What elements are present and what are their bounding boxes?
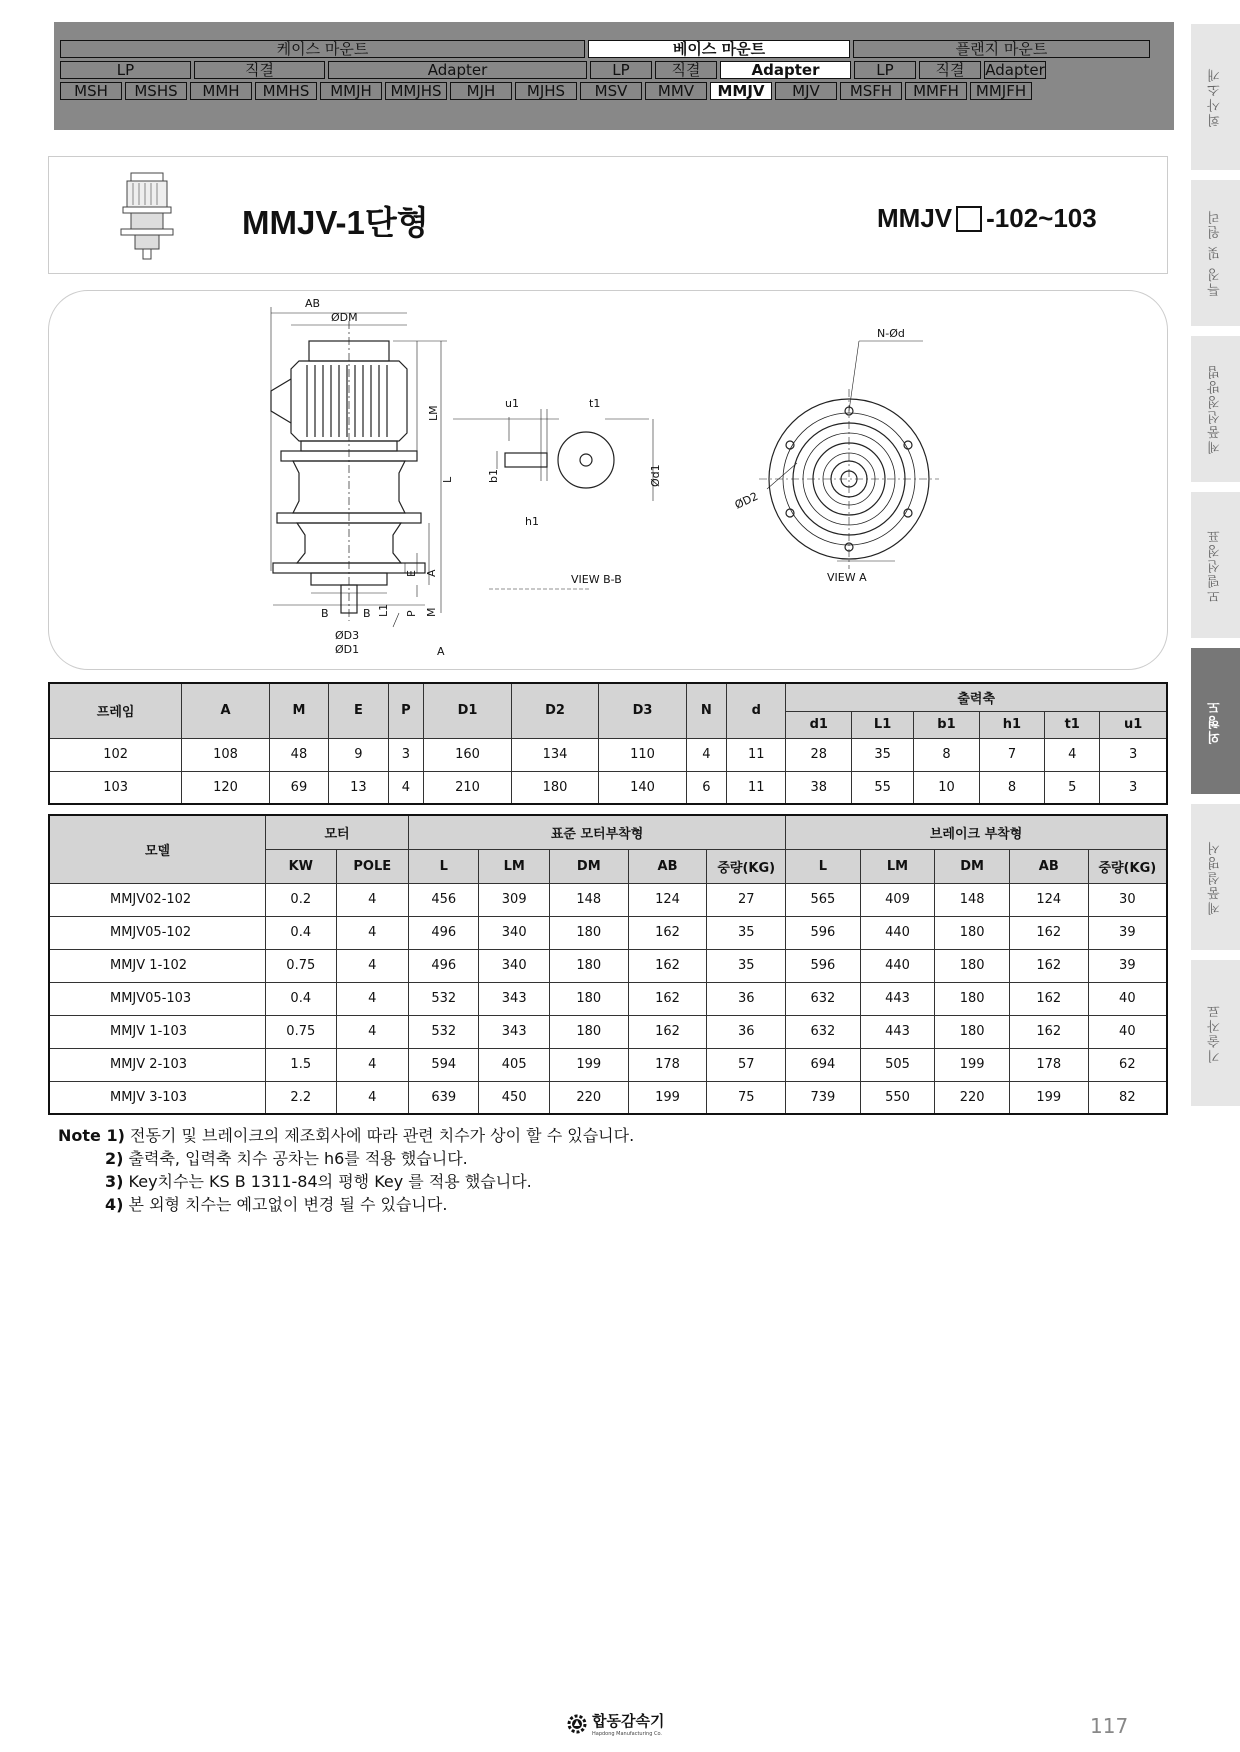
- table-cell: 440: [860, 916, 935, 949]
- table-cell: 35: [707, 916, 786, 949]
- side-tab-4[interactable]: [1191, 646, 1240, 794]
- output-shaft-header-0: d1: [786, 711, 852, 738]
- dim-label-p: P: [405, 610, 418, 617]
- table-row: [49, 1015, 1167, 1048]
- nav-row-models: [60, 82, 1168, 100]
- table-cell: 162: [1009, 982, 1088, 1015]
- side-tab-3[interactable]: [1191, 490, 1240, 638]
- table-cell: 4: [336, 1048, 409, 1081]
- table-cell: 565: [786, 883, 861, 916]
- table-cell: 110: [599, 738, 686, 771]
- table-cell: 11: [727, 738, 786, 771]
- table-cell: 199: [935, 1048, 1010, 1081]
- table-cell: 4: [336, 916, 409, 949]
- table-cell: 220: [935, 1081, 1010, 1114]
- table-cell: 4: [686, 738, 726, 771]
- dim-label-dm: ØDM: [331, 311, 358, 324]
- table-cell: 180: [935, 949, 1010, 982]
- table-cell: 550: [860, 1081, 935, 1114]
- side-tab-label: 기술자료: [1208, 1003, 1223, 1063]
- output-shaft-header-3: h1: [979, 711, 1044, 738]
- note-number: 2): [105, 1149, 124, 1168]
- brake-sub-header-2: DM: [935, 849, 1010, 883]
- gear-logo-icon: [566, 1713, 588, 1735]
- model-cell: MMJV02-102: [49, 883, 266, 916]
- table-cell: 39: [1088, 916, 1167, 949]
- shaft-section-view: [453, 409, 653, 589]
- table-cell: 596: [786, 949, 861, 982]
- table-cell: 632: [786, 982, 861, 1015]
- model-cell: MMJV 1-103: [49, 1015, 266, 1048]
- frame-header-5: D1: [424, 683, 511, 738]
- table-cell: 4: [336, 883, 409, 916]
- table-cell: 35: [707, 949, 786, 982]
- table-cell: 162: [1009, 916, 1088, 949]
- std-sub-header-3: AB: [628, 849, 707, 883]
- table-cell: 36: [707, 982, 786, 1015]
- note-number: Note 1): [58, 1126, 125, 1145]
- view-arrow-label-a: A: [437, 645, 445, 658]
- table-cell: 8: [979, 771, 1044, 804]
- table-cell: 409: [860, 883, 935, 916]
- table-cell: 309: [479, 883, 549, 916]
- table-cell: 596: [786, 916, 861, 949]
- model-code: [877, 203, 1097, 234]
- dim-label-nd: N-Ød: [877, 327, 905, 340]
- table-cell: 4: [1045, 738, 1100, 771]
- model-code-placeholder-box: [956, 206, 982, 232]
- std-sub-header-1: LM: [479, 849, 549, 883]
- table-cell: 160: [424, 738, 511, 771]
- model-code-prefix: MMJV: [877, 203, 953, 233]
- table-cell: 505: [860, 1048, 935, 1081]
- side-tab-label: 모델선정표: [1208, 527, 1223, 603]
- motor-group-header: 모터: [266, 815, 409, 849]
- table-cell: 220: [549, 1081, 628, 1114]
- frame-header-9: d: [727, 683, 786, 738]
- side-view: [271, 307, 447, 627]
- side-tab-2[interactable]: [1191, 334, 1240, 482]
- nav-item-row3-5[interactable]: MMJHS: [385, 82, 447, 100]
- table-cell: 108: [182, 738, 269, 771]
- nav-item-row2-3[interactable]: LP: [590, 61, 652, 79]
- nav-row-mount-type: [60, 40, 1168, 58]
- side-tab-label: 외형도: [1208, 698, 1223, 744]
- table-cell: 0.75: [266, 1015, 336, 1048]
- output-shaft-header-4: t1: [1045, 711, 1100, 738]
- nav-item-row3-6[interactable]: MJH: [450, 82, 512, 100]
- table-cell: 7: [979, 738, 1044, 771]
- nav-item-row3-9[interactable]: MMV: [645, 82, 707, 100]
- table-cell: 210: [424, 771, 511, 804]
- table-cell: 8: [914, 738, 980, 771]
- dim-label-d2: ØD2: [732, 489, 761, 512]
- model-cell: MMJV 3-103: [49, 1081, 266, 1114]
- nav-item-row3-7[interactable]: MJHS: [515, 82, 577, 100]
- note-text: 본 외형 치수는 예고없이 변경 될 수 있습니다.: [123, 1195, 448, 1214]
- dim-label-d1: ØD1: [335, 643, 360, 656]
- table-cell: 162: [628, 916, 707, 949]
- nav-item-row3-8[interactable]: MSV: [580, 82, 642, 100]
- side-tab-0[interactable]: [1191, 22, 1240, 170]
- table-cell: 199: [1009, 1081, 1088, 1114]
- table-cell: 13: [329, 771, 388, 804]
- table-cell: 178: [628, 1048, 707, 1081]
- table-cell: 35: [852, 738, 914, 771]
- dim-label-a: A: [425, 569, 438, 577]
- brake-group-header: 브레이크 부착형: [786, 815, 1167, 849]
- table-cell: 162: [1009, 949, 1088, 982]
- dim-label-m: M: [425, 607, 438, 617]
- nav-item-row1-2[interactable]: 플랜지 마운트: [853, 40, 1150, 58]
- note-text: 출력축, 입력축 치수 공차는 h6를 적용 했습니다.: [123, 1149, 468, 1168]
- dim-label-h1: h1: [525, 515, 539, 528]
- table-cell: 140: [599, 771, 686, 804]
- page-number: 117: [1090, 1714, 1129, 1738]
- model-code-suffix: -102~103: [986, 203, 1097, 233]
- brake-sub-header-0: L: [786, 849, 861, 883]
- side-tab-label: 제품선정방법: [1208, 364, 1223, 454]
- table-cell: 632: [786, 1015, 861, 1048]
- model-cell: MMJV05-102: [49, 916, 266, 949]
- standard-motor-group-header: 표준 모터부착형: [409, 815, 786, 849]
- table-cell: 148: [549, 883, 628, 916]
- table-cell: 180: [549, 982, 628, 1015]
- brake-sub-header-1: LM: [860, 849, 935, 883]
- table-cell: 4: [336, 1015, 409, 1048]
- table-cell: 639: [409, 1081, 479, 1114]
- table-cell: 162: [1009, 1015, 1088, 1048]
- footer-company-sub: Hapdong Manufacturing Co.: [592, 1731, 663, 1737]
- table-cell: 36: [707, 1015, 786, 1048]
- table-cell: 594: [409, 1048, 479, 1081]
- frame-header-6: D2: [511, 683, 598, 738]
- table-cell: 340: [479, 949, 549, 982]
- table-cell: 739: [786, 1081, 861, 1114]
- table-cell: 6: [686, 771, 726, 804]
- note-text: Key치수는 KS B 1311-84의 평행 Key 를 적용 했습니다.: [123, 1172, 532, 1191]
- nav-item-row3-13[interactable]: MMFH: [905, 82, 967, 100]
- table-cell: 4: [336, 949, 409, 982]
- table-cell: 40: [1088, 1015, 1167, 1048]
- table-row: [49, 883, 1167, 916]
- note-number: 3): [105, 1172, 124, 1191]
- dim-label-l1: L1: [377, 603, 390, 617]
- model-header: 모델: [49, 815, 266, 883]
- table-cell: 532: [409, 1015, 479, 1048]
- dim-label-l: L: [441, 476, 454, 483]
- table-cell: 0.75: [266, 949, 336, 982]
- table-cell: 456: [409, 883, 479, 916]
- frame-dimension-table: [48, 682, 1168, 805]
- table-cell: 40: [1088, 982, 1167, 1015]
- reducer-thumbnail-icon: [117, 169, 177, 269]
- side-tab-label: 제품설명서: [1208, 839, 1223, 915]
- nav-item-row2-7[interactable]: 직결: [919, 61, 981, 79]
- frame-header-8: N: [686, 683, 726, 738]
- table-cell: 343: [479, 1015, 549, 1048]
- table-row: [49, 1048, 1167, 1081]
- table-cell: 102: [49, 738, 182, 771]
- table-cell: 0.4: [266, 916, 336, 949]
- table-cell: 0.4: [266, 982, 336, 1015]
- nav-item-row2-1[interactable]: 직결: [194, 61, 325, 79]
- table-cell: 1.5: [266, 1048, 336, 1081]
- frame-header-0: 프레임: [49, 683, 182, 738]
- table-cell: 3: [388, 738, 424, 771]
- table-cell: 30: [1088, 883, 1167, 916]
- dim-label-t1: t1: [589, 397, 601, 410]
- table-cell: 199: [628, 1081, 707, 1114]
- nav-item-row2-2[interactable]: Adapter: [328, 61, 587, 79]
- table-cell: 62: [1088, 1048, 1167, 1081]
- table-cell: 28: [786, 738, 852, 771]
- table-cell: 180: [935, 916, 1010, 949]
- table-cell: 405: [479, 1048, 549, 1081]
- brake-sub-header-4: 중량(KG): [1088, 849, 1167, 883]
- output-shaft-header-2: b1: [914, 711, 980, 738]
- table-cell: 162: [628, 982, 707, 1015]
- table-cell: 496: [409, 949, 479, 982]
- note-number: 4): [105, 1195, 124, 1214]
- dim-label-b1: b1: [487, 469, 500, 483]
- table-cell: 180: [549, 1015, 628, 1048]
- section-label-b-right: B: [363, 607, 371, 620]
- nav-item-row3-4[interactable]: MMJH: [320, 82, 382, 100]
- side-tab-1[interactable]: [1191, 178, 1240, 326]
- table-cell: 162: [628, 949, 707, 982]
- table-cell: 180: [935, 1015, 1010, 1048]
- std-sub-header-4: 중량(KG): [707, 849, 786, 883]
- table-row: [49, 1081, 1167, 1114]
- table-cell: 199: [549, 1048, 628, 1081]
- nav-item-row2-4[interactable]: 직결: [655, 61, 717, 79]
- nav-item-row3-0[interactable]: MSH: [60, 82, 122, 100]
- motor-sub-header-1: POLE: [336, 849, 409, 883]
- std-sub-header-2: DM: [549, 849, 628, 883]
- table-row: [49, 916, 1167, 949]
- table-cell: 180: [549, 916, 628, 949]
- title-box: [48, 156, 1168, 274]
- table-cell: 148: [935, 883, 1010, 916]
- output-shaft-group-header: 출력축: [786, 683, 1167, 711]
- table-cell: 82: [1088, 1081, 1167, 1114]
- side-tab-5[interactable]: [1191, 802, 1240, 950]
- table-cell: 0.2: [266, 883, 336, 916]
- side-tab-label: 회사소개: [1208, 67, 1223, 127]
- table-cell: 4: [336, 1081, 409, 1114]
- table-cell: 69: [269, 771, 328, 804]
- dim-label-shaft-d1: Ød1: [649, 464, 662, 487]
- notes: [58, 1124, 634, 1216]
- table-cell: 27: [707, 883, 786, 916]
- nav-item-row3-10[interactable]: MMJV: [710, 82, 772, 100]
- dim-label-d3: ØD3: [335, 629, 360, 642]
- table-cell: 11: [727, 771, 786, 804]
- motor-sub-header-0: KW: [266, 849, 336, 883]
- nav-item-row3-12[interactable]: MSFH: [840, 82, 902, 100]
- table-cell: 440: [860, 949, 935, 982]
- side-tab-6[interactable]: [1191, 958, 1240, 1106]
- table-cell: 4: [388, 771, 424, 804]
- note-line-3: [58, 1193, 634, 1216]
- table-cell: 180: [511, 771, 598, 804]
- table-cell: 38: [786, 771, 852, 804]
- nav-row-drive-type: [60, 61, 1168, 79]
- dim-label-u1: u1: [505, 397, 519, 410]
- output-shaft-header-5: u1: [1100, 711, 1167, 738]
- table-cell: 5: [1045, 771, 1100, 804]
- dim-label-ab: AB: [305, 297, 321, 310]
- nav-item-row3-1[interactable]: MSHS: [125, 82, 187, 100]
- table-cell: 532: [409, 982, 479, 1015]
- footer-logo: [566, 1710, 664, 1737]
- side-tab-label: 특징 및 원리: [1208, 209, 1223, 297]
- nav-item-row2-5[interactable]: Adapter: [720, 61, 851, 79]
- table-cell: 124: [628, 883, 707, 916]
- table-row: [49, 738, 1167, 771]
- table-row: [49, 949, 1167, 982]
- nav-item-row3-14[interactable]: MMJFH: [970, 82, 1032, 100]
- table-cell: 48: [269, 738, 328, 771]
- table-cell: 340: [479, 916, 549, 949]
- dim-label-e: E: [405, 570, 418, 577]
- drawing-canvas: [49, 291, 1169, 671]
- page-title: MMJV-1단형: [242, 204, 429, 241]
- table-cell: 134: [511, 738, 598, 771]
- frame-header-2: M: [269, 683, 328, 738]
- nav-item-row1-1[interactable]: 베이스 마운트: [588, 40, 850, 58]
- table-cell: 10: [914, 771, 980, 804]
- model-dimension-table: [48, 814, 1168, 1115]
- nav-item-row2-0[interactable]: LP: [60, 61, 191, 79]
- nav-item-row3-3[interactable]: MMHS: [255, 82, 317, 100]
- table-cell: 120: [182, 771, 269, 804]
- nav-item-row3-2[interactable]: MMH: [190, 82, 252, 100]
- frame-header-7: D3: [599, 683, 686, 738]
- table-cell: 57: [707, 1048, 786, 1081]
- flange-view: [759, 341, 939, 569]
- table-cell: 180: [549, 949, 628, 982]
- view-bb-label: VIEW B-B: [571, 573, 622, 586]
- model-cell: MMJV 1-102: [49, 949, 266, 982]
- nav-item-row2-6[interactable]: LP: [854, 61, 916, 79]
- footer-company-name: 합동감속기: [592, 1712, 665, 1730]
- table-cell: 103: [49, 771, 182, 804]
- table-cell: 75: [707, 1081, 786, 1114]
- dimension-drawing: [48, 290, 1168, 670]
- table-cell: 55: [852, 771, 914, 804]
- table-cell: 443: [860, 1015, 935, 1048]
- table-row: [49, 982, 1167, 1015]
- view-a-label: VIEW A: [827, 571, 867, 584]
- note-text: 전동기 및 브레이크의 제조회사에 따라 관련 치수가 상이 할 수 있습니다.: [124, 1126, 635, 1145]
- table-cell: 180: [935, 982, 1010, 1015]
- table-cell: 178: [1009, 1048, 1088, 1081]
- std-sub-header-0: L: [409, 849, 479, 883]
- nav-item-row3-11[interactable]: MJV: [775, 82, 837, 100]
- table-cell: 9: [329, 738, 388, 771]
- brake-sub-header-3: AB: [1009, 849, 1088, 883]
- table-cell: 450: [479, 1081, 549, 1114]
- dim-label-lm: LM: [427, 405, 440, 421]
- note-line-2: [58, 1170, 634, 1193]
- table-cell: 124: [1009, 883, 1088, 916]
- table-cell: 694: [786, 1048, 861, 1081]
- table-cell: 343: [479, 982, 549, 1015]
- section-label-b-left: B: [321, 607, 329, 620]
- table-cell: 162: [628, 1015, 707, 1048]
- note-line-0: [58, 1124, 634, 1147]
- model-cell: MMJV 2-103: [49, 1048, 266, 1081]
- frame-header-4: P: [388, 683, 424, 738]
- note-line-1: [58, 1147, 634, 1170]
- frame-header-3: E: [329, 683, 388, 738]
- model-cell: MMJV05-103: [49, 982, 266, 1015]
- frame-header-1: A: [182, 683, 269, 738]
- table-row: [49, 771, 1167, 804]
- table-cell: 3: [1100, 771, 1167, 804]
- nav-item-row2-8[interactable]: Adapter: [985, 61, 1045, 79]
- model-navigation: [54, 22, 1174, 130]
- table-cell: 4: [336, 982, 409, 1015]
- nav-item-row1-0[interactable]: 케이스 마운트: [60, 40, 585, 58]
- table-cell: 2.2: [266, 1081, 336, 1114]
- table-cell: 3: [1100, 738, 1167, 771]
- table-cell: 39: [1088, 949, 1167, 982]
- output-shaft-header-1: L1: [852, 711, 914, 738]
- table-cell: 443: [860, 982, 935, 1015]
- table-cell: 496: [409, 916, 479, 949]
